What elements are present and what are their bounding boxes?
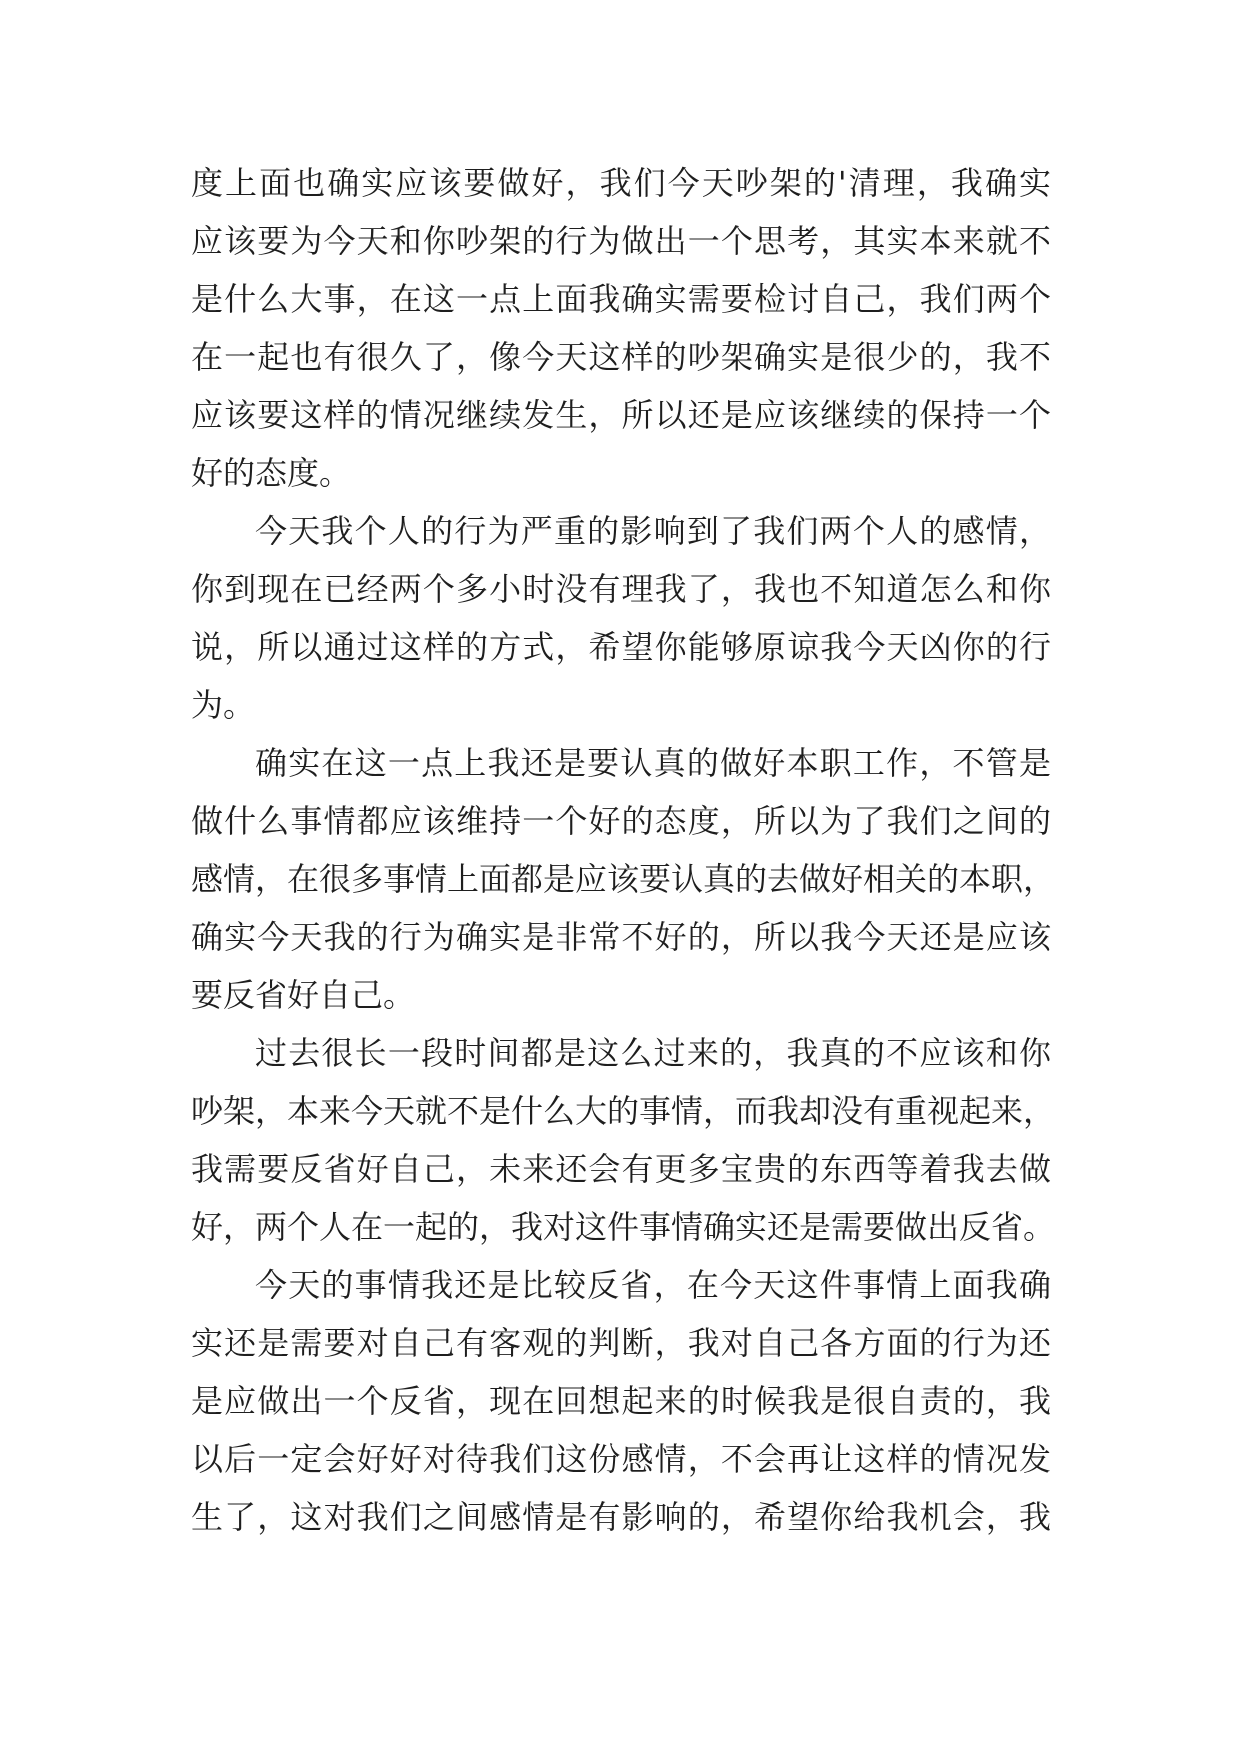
- paragraph-5-line-4: 以后一定会好好对待我们这份感情，不会再让这样的情况发: [191, 1440, 1051, 1478]
- paragraph-1-line-4: 在一起也有很久了，像今天这样的吵架确实是很少的，我不: [191, 338, 1051, 376]
- paragraph-1-line-2: 应该要为今天和你吵架的行为做出一个思考，其实本来就不: [191, 222, 1051, 260]
- paragraph-1-line-6: 好的态度。: [191, 454, 352, 492]
- paragraph-2-line-1: 今天我个人的行为严重的影响到了我们两个人的感情，: [255, 512, 1051, 550]
- paragraph-4-line-4: 好，两个人在一起的，我对这件事情确实还是需要做出反省。: [191, 1208, 1056, 1246]
- document-body: [191, 154, 1056, 1546]
- paragraph-3-line-1: 确实在这一点上我还是要认真的做好本职工作，不管是: [255, 744, 1051, 782]
- paragraph-4-line-3: 我需要反省好自己，未来还会有更多宝贵的东西等着我去做: [191, 1150, 1051, 1188]
- paragraph-2-line-3: 说，所以通过这样的方式，希望你能够原谅我今天凶你的行: [191, 628, 1051, 666]
- paragraph-2-line-2: 你到现在已经两个多小时没有理我了，我也不知道怎么和你: [191, 570, 1051, 608]
- paragraph-3-line-5: 要反省好自己。: [191, 976, 416, 1014]
- paragraph-5-line-5: 生了，这对我们之间感情是有影响的，希望你给我机会，我: [191, 1498, 1051, 1536]
- paragraph-5-line-2: 实还是需要对自己有客观的判断，我对自己各方面的行为还: [191, 1324, 1051, 1362]
- paragraph-3-line-3: 感情，在很多事情上面都是应该要认真的去做好相关的本职，: [191, 860, 1056, 898]
- paragraph-5-line-1: 今天的事情我还是比较反省，在今天这件事情上面我确: [255, 1266, 1051, 1304]
- paragraph-4-line-1: 过去很长一段时间都是这么过来的，我真的不应该和你: [255, 1034, 1051, 1072]
- paragraph-2-line-4: 为。: [191, 686, 256, 724]
- paragraph-1-line-5: 应该要这样的情况继续发生，所以还是应该继续的保持一个: [191, 396, 1051, 434]
- paragraph-5-line-3: 是应做出一个反省，现在回想起来的时候我是很自责的，我: [191, 1382, 1051, 1420]
- paragraph-3-line-4: 确实今天我的行为确实是非常不好的，所以我今天还是应该: [191, 918, 1051, 956]
- paragraph-1-line-1: 度上面也确实应该要做好，我们今天吵架的'清理，我确实: [191, 164, 1051, 202]
- paragraph-1-line-3: 是什么大事，在这一点上面我确实需要检讨自己，我们两个: [191, 280, 1051, 318]
- paragraph-3-line-2: 做什么事情都应该维持一个好的态度，所以为了我们之间的: [191, 802, 1051, 840]
- paragraph-4-line-2: 吵架，本来今天就不是什么大的事情，而我却没有重视起来，: [191, 1092, 1056, 1130]
